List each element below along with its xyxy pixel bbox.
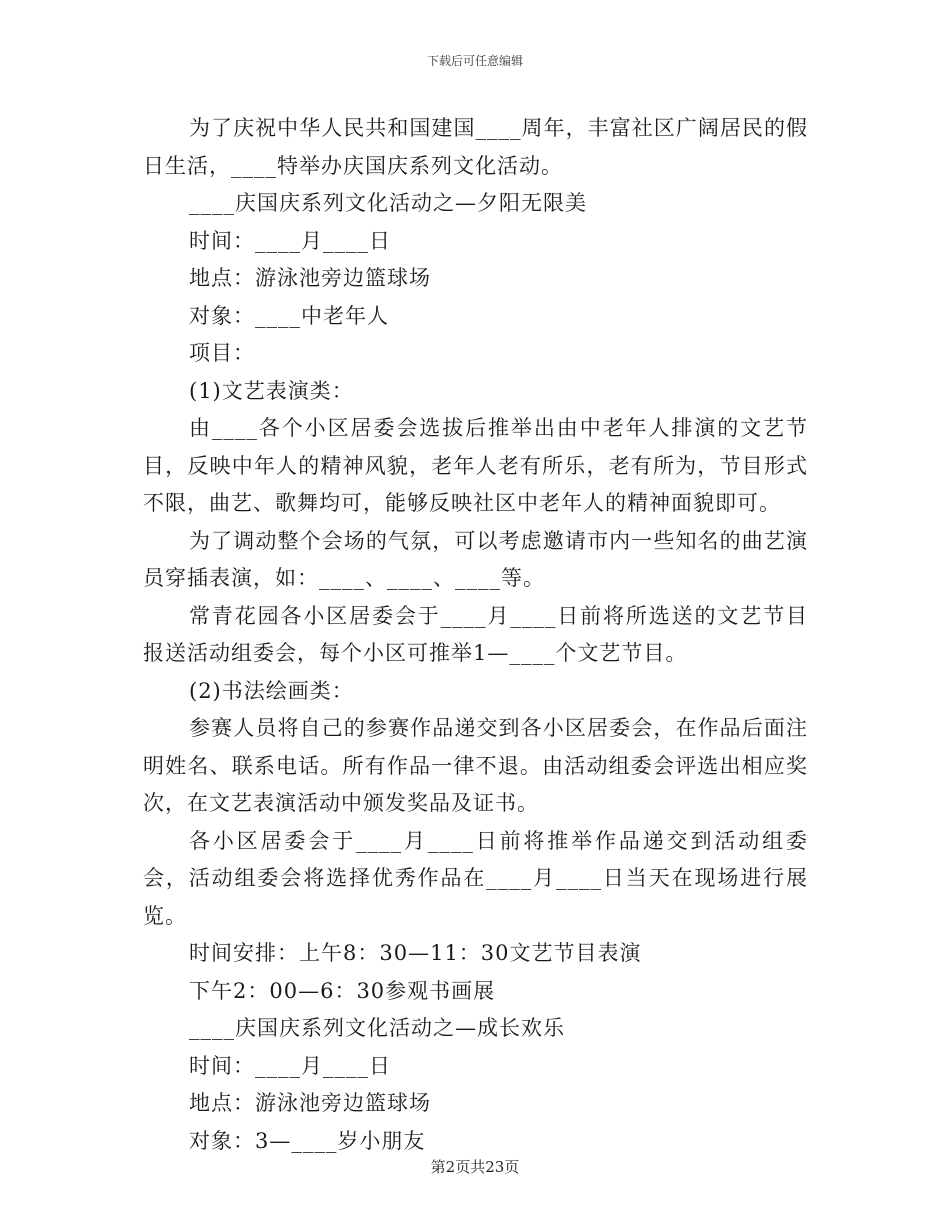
paragraph: 各小区居委会于____月____日前将推举作品递交到活动组委会，活动组委会将选择优秀作品在____月____日当天在现场进行展览。 — [143, 828, 808, 928]
section-title: ____庆国庆系列文化活动之—成长欢乐 — [189, 1016, 565, 1040]
section-title: ____庆国庆系列文化活动之—夕阳无限美 — [189, 191, 587, 215]
paragraph: 对象：____中老年人 — [189, 303, 389, 328]
paragraph: 时间：____月____日 — [189, 228, 391, 253]
paragraph: 常青花园各小区居委会于____月____日前将所选送的文艺节目报送活动组委会，每个小区可推举1—____个文艺节目。 — [143, 603, 808, 665]
paragraph: 地点：游泳池旁边篮球场 — [189, 266, 431, 290]
page-footer: 第2页共23页 — [430, 1158, 520, 1176]
document-body — [143, 110, 808, 1160]
paragraph: 为了调动整个会场的气氛，可以考虑邀请市内一些知名的曲艺演员穿插表演，如：____、____、____等。 — [143, 528, 808, 590]
paragraph: 时间安排：上午8：30—11：30文艺节目表演 — [189, 941, 642, 965]
paragraph: 为了庆祝中华人民共和国建国____周年，丰富社区广阔居民的假日生活，____特举办庆国庆系列文化活动。 — [143, 116, 808, 178]
subsection-title: (2)书法绘画类： — [189, 678, 354, 703]
paragraph: 地点：游泳池旁边篮球场 — [189, 1091, 431, 1115]
paragraph: 参赛人员将自己的参赛作品递交到各小区居委会，在作品后面注明姓名、联系电话。所有作品一律不退。由活动组委会评选出相应奖次，在文艺表演活动中颁发奖品及证书。 — [143, 716, 808, 815]
paragraph: 时间：____月____日 — [189, 1053, 391, 1078]
paragraph: 项目： — [189, 341, 255, 365]
paragraph: 下午2：00—6：30参观书画展 — [189, 978, 496, 1003]
page-header: 下载后可任意编辑 — [426, 54, 523, 68]
subsection-title: (1)文艺表演类： — [189, 378, 354, 403]
paragraph: 由____各个小区居委会选拔后推举出由中老年人排演的文艺节目，反映中年人的精神风貌，老年人老有所乐，老有所为，节目形式不限，曲艺、歌舞均可，能够反映社区中老年人的精神面貌即可。 — [143, 416, 808, 515]
paragraph: 对象：3—____岁小朋友 — [189, 1128, 426, 1153]
